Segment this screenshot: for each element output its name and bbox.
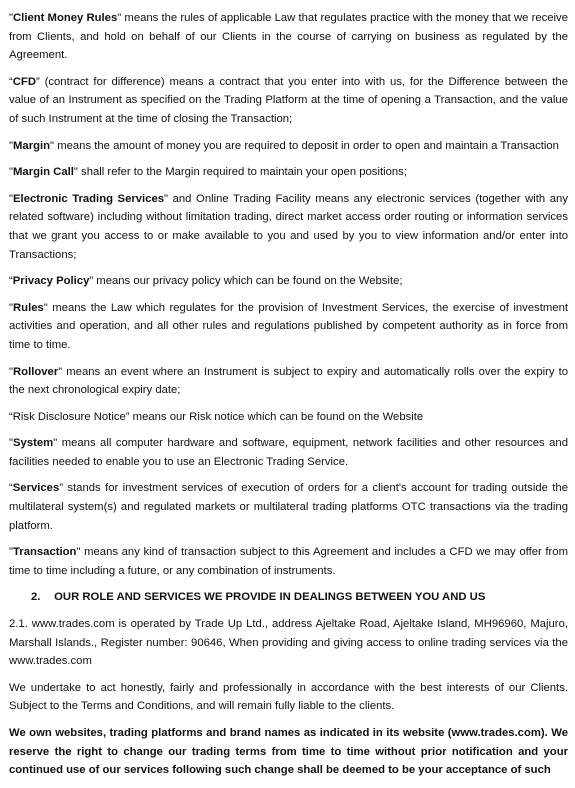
definition-lead: “ <box>9 75 13 88</box>
definition-paragraph <box>9 363 568 400</box>
undertaking-paragraph: We undertake to act honestly, fairly and professionally in accordance with the best interests of our Clients. Subject to the Terms and Conditions, and will remain fully liable to the clients. <box>9 681 568 713</box>
definition-term: Margin Call <box>13 166 74 179</box>
definition-term: Services <box>12 482 60 495</box>
definition-term: Rules <box>13 301 44 314</box>
definition-text: " shall refer to the Margin required to maintain your open positions; <box>73 166 407 179</box>
section-title: OUR ROLE AND SERVICES WE PROVIDE IN DEALINGS BETWEEN YOU AND US <box>54 591 486 604</box>
definition-term: Rollover <box>13 365 59 378</box>
definition-paragraph <box>9 137 568 156</box>
definition-term: Electronic Trading Services <box>13 192 165 205</box>
definition-lead: " <box>9 365 14 378</box>
definition-paragraph <box>9 272 568 291</box>
definition-text: " means all computer hardware and software, equipment, network facilities and other resources and facilities needed to enable you to use an Electronic Trading Service. <box>9 437 568 468</box>
definition-lead: " <box>9 166 14 179</box>
definition-paragraph <box>9 408 568 427</box>
section-heading <box>9 588 568 607</box>
definition-lead: " <box>9 301 14 314</box>
definition-text: ” stands for investment services of execution of orders for a client's account for trading outside the multilateral system(s) and regulated markets or multilateral trading platforms OTC transactions via the trading platform. <box>9 482 568 532</box>
definition-lead: “ <box>9 275 13 288</box>
definition-lead: " <box>9 192 14 205</box>
definition-term: Margin <box>13 139 51 152</box>
definition-lead: " <box>9 437 14 450</box>
clause-2-1: 2.1. www.trades.com is operated by Trade Up Ltd., address Ajeltake Road, Ajeltake Island, MH96960, Majuro, Marshall Islands., Register number: 90646, When providing and giving access to online trading services via the www.trades.com <box>9 618 568 668</box>
document-page <box>9 9 568 788</box>
definition-term: Client Money Rules <box>13 12 118 24</box>
definition-text: " means the rules of applicable Law that regulates practice with the money that we receive from Clients, and hold on behalf of our Clients in the course of carrying on business as regulated by the Agreement. <box>9 12 568 62</box>
definition-paragraph <box>9 434 568 471</box>
definition-paragraph <box>9 73 568 129</box>
ownership-paragraph: We own websites, trading platforms and brand names as indicated in its website (www.trades.com). We reserve the right to change our trading terms from time to time without prior notification and your continued use of our services following such change shall be deemed to be your acceptance of such <box>9 727 568 777</box>
definition-term: Transaction <box>13 546 77 559</box>
definition-text: " means any kind of transaction subject to this Agreement and includes a CFD we may offer from time to time including a future, or any combination of instruments. <box>9 546 568 577</box>
definition-lead: “ <box>9 482 13 495</box>
definition-text: " means an event where an Instrument is subject to expiry and automatically rolls over the expiry to the next chronological expiry date; <box>9 365 568 397</box>
definition-text: " and Online Trading Facility means any electronic services (together with any related software) including without limitation trading, direct market access order routing or information services that we grant you access to or make available to you and used by you to view information and/or enter into Transactions; <box>9 192 568 261</box>
definition-term: Privacy Policy <box>12 275 90 288</box>
definition-text: ” means our privacy policy which can be found on the Website; <box>89 275 403 288</box>
definition-text: " means the Law which regulates for the provision of Investment Services, the exercise of investment activities and operation, and all other rules and regulations published by competent authority as in force from time to time. <box>9 301 568 351</box>
definition-term: CFD <box>12 75 36 88</box>
definitions-list <box>9 9 568 580</box>
definition-lead: “Risk Disclosure Notice” means our Risk notice which can be found on the Website <box>9 410 424 423</box>
definition-text: ” (contract for difference) means a contract that you enter into with us, for the Difference between the value of an Instrument as specified on the Trading Platform at the time of opening a Transaction, and the value of such Instrument at the time of closing the Transaction; <box>9 75 568 125</box>
definition-term: System <box>13 437 54 450</box>
definition-paragraph <box>9 9 568 65</box>
definition-lead: " <box>9 546 14 559</box>
definition-text: " means the amount of money you are required to deposit in order to open and maintain a Transaction <box>50 139 559 152</box>
definition-paragraph <box>9 163 568 182</box>
definition-paragraph <box>9 543 568 580</box>
definition-paragraph <box>9 299 568 355</box>
section-number: 2. <box>31 591 41 604</box>
definition-paragraph <box>9 190 568 264</box>
definition-paragraph <box>9 479 568 535</box>
definition-lead: " <box>9 139 14 152</box>
definition-lead: " <box>9 12 14 24</box>
